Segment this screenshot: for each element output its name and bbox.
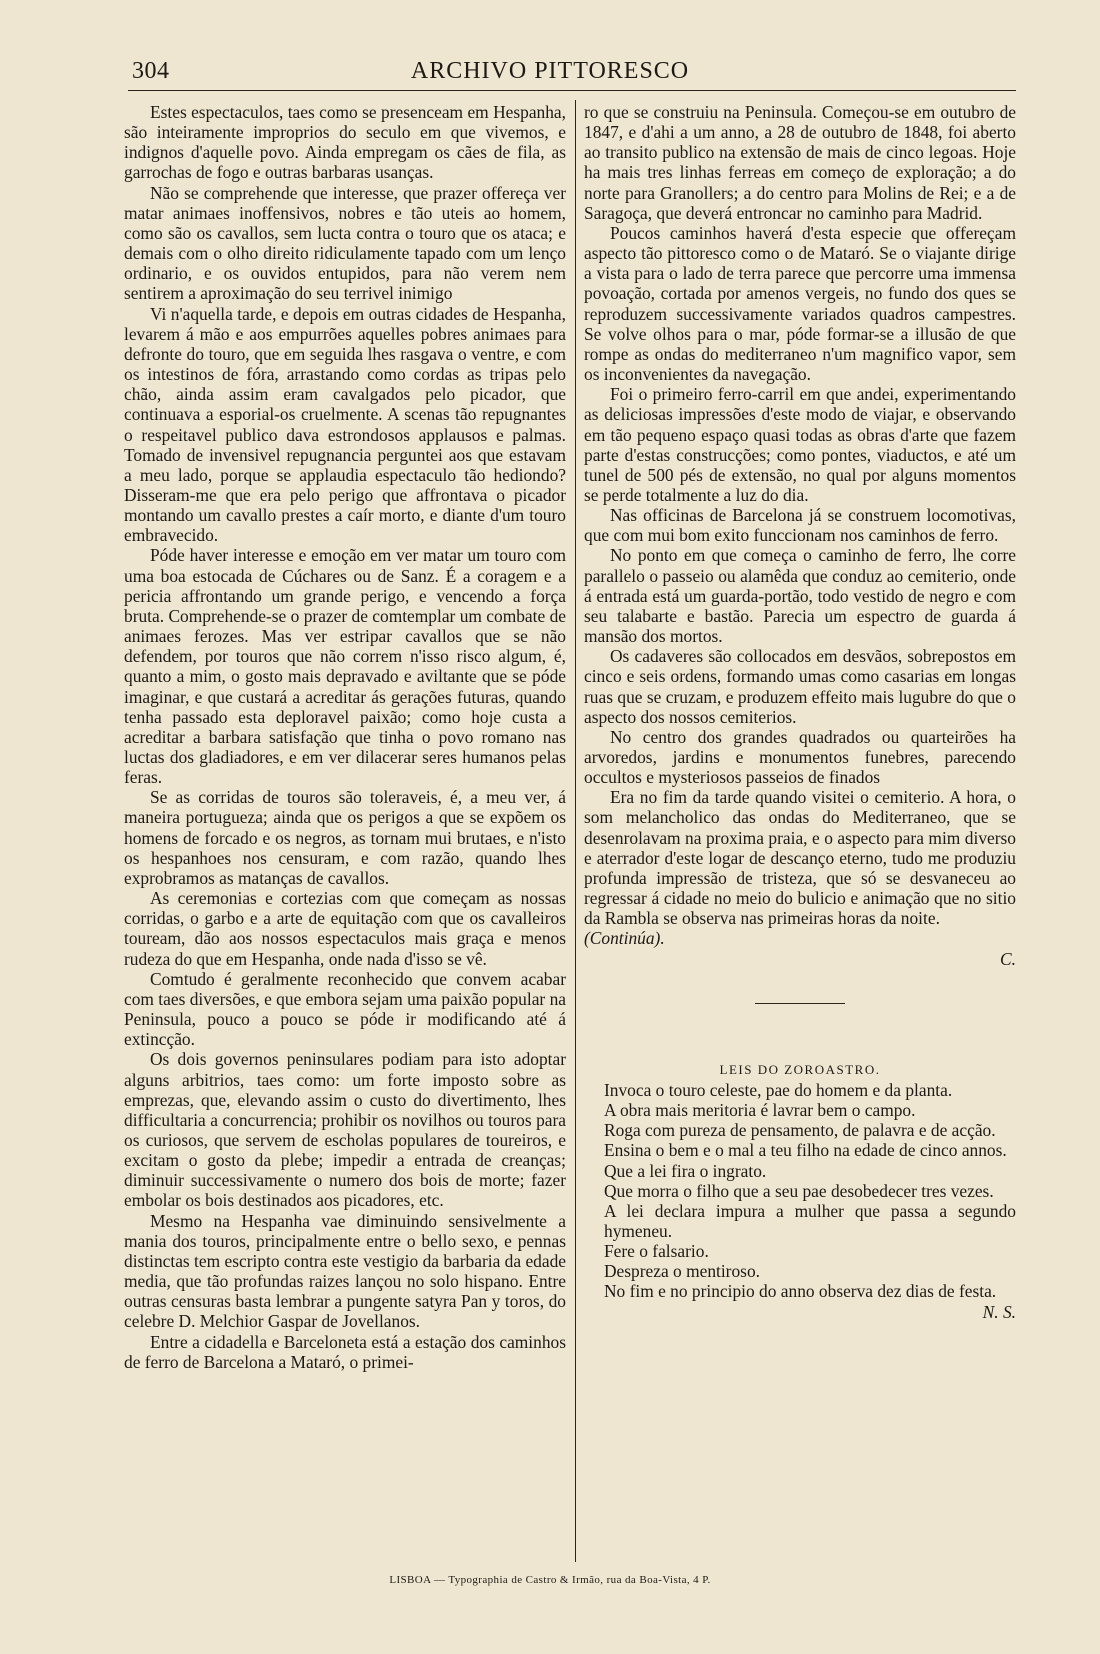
- column-divider: [575, 100, 576, 1562]
- header-rule: [128, 90, 1016, 91]
- page-number: 304: [132, 58, 170, 84]
- law-item: No fim e no principio do anno observa dez dias de festa.: [604, 1281, 997, 1302]
- left-paragraph: Entre a cidadella e Barceloneta está a estação dos caminhos de ferro de Barcelona a Mataró, o primei-: [124, 1331, 566, 1372]
- law-item: A lei declara impura a mulher que passa a segundo hymeneu.: [604, 1200, 1016, 1241]
- running-head: ARCHIVO PITTORESCO: [410, 58, 690, 84]
- left-column: [124, 102, 566, 1372]
- printer-imprint: LISBOA — Typographia de Castro & Irmão, rua da Boa-Vista, 4 P.: [389, 1574, 711, 1586]
- right-column: [584, 102, 1016, 1322]
- law-item: Roga com pureza de pensamento, de palavra e de acção.: [604, 1120, 996, 1141]
- laws-signature: N. S.: [982, 1301, 1016, 1322]
- right-paragraph: No ponto em que começa o caminho de ferro, lhe corre parallelo o passeio ou alamêda que conduz ao cemiterio, onde á entrada está um guarda-portão, todo vestido de negro e com seu talabarte e bastão. Parecia um espectro de guarda á mansão dos mortos.: [584, 545, 1016, 647]
- left-paragraph: Mesmo na Hespanha vae diminuindo sensivelmente a mania dos touros, principalmente entre o bello sexo, e pennas distinctas tem escripto contra este vestigio da barbaria da edade media, que tão profundas raizes lançou no solo hispano. Entre outras censuras basta lembrar a pungente satyra Pan y toros, do celebre D. Melchior Gaspar de Jovellanos.: [124, 1210, 566, 1332]
- right-continuation: ro que se construiu na Peninsula. Começou-se em outubro de 1847, e d'ahi a um anno, a 28 de outubro de 1848, foi aberto ao transito publico na extensão de mais de cinco legoas. Hoje ha mais tres linhas ferreas em começo de exploração; a do norte para Granollers; a do centro para Molins de Rei; e a de Saragoça, que deverá entroncar no caminho para Madrid.: [584, 102, 1016, 223]
- section-title: LEIS DO ZOROASTRO.: [719, 1061, 881, 1077]
- left-paragraph: Não se comprehende que interesse, que prazer offereça ver matar animaes inoffensivos, nobres e tão uteis ao homem, como são os cavallos, sem lucta contra o touro que os ataca; e demais com o olho direito ridiculamente tapado com um lenço ordinario, e os ouvidos entupidos, para não verem nem sentirem a aproximação do seu terrivel inimigo: [124, 182, 566, 304]
- right-paragraph: Nas officinas de Barcelona já se construem locomotivas, que com mui bom exito funccionam nos caminhos de ferro.: [584, 505, 1016, 546]
- right-paragraph: Foi o primeiro ferro-carril em que andei, experimentando as deliciosas impressões d'este modo de viajar, e observando em tão pequeno espaço quasi todas as obras d'arte que fazem parte d'estas construcções; como pontes, viaductos, e até um tunel de 500 pés de extensão, no qual por alguns momentos se perde totalmente a luz do dia.: [584, 384, 1016, 505]
- right-paragraph: Era no fim da tarde quando visitei o cemiterio. A hora, o som melancholico das ondas do Mediterraneo, que se desenrolavam na proxima praia, e o aspecto para mim diverso e aterrador d'este logar de descanço eterno, tudo me produziu profunda impressão de tristeza, que só se desvaneceu ao regressar á cidade no meio do bulicio e animação que no sitio da Rambla se observa nas primeiras horas da noite.: [584, 787, 1016, 929]
- continua-note: (Continúa).: [584, 928, 665, 949]
- right-paragraph: No centro dos grandes quadrados ou quarteirões ha arvoredos, jardins e monumentos funebres, parecendo occultos e mysteriosos passeios de finados: [584, 726, 1016, 788]
- left-paragraph: Os dois governos peninsulares podiam para isto adoptar alguns arbitrios, taes como: um forte imposto sobre as emprezas, que, elevando assim o custo do divertimento, lhes difficultaria a concurrencia; prohibir os novilhos ou touros para os curiosos, que servem de escholas populares de toureiros, e excitam o gosto da plebe; impedir a entrada de creanças; diminuir successivamente o numero dos bois de morte; fazer embolar os bois destinados aos picadores, etc.: [124, 1049, 566, 1211]
- left-paragraph: Vi n'aquella tarde, e depois em outras cidades de Hespanha, levarem á mão e aos empurrões aquelles pobres animaes para defronte do touro, que em seguida lhes rasgava o ventre, e com os intestinos de fóra, arrastando como cordas as tripas pelo chão, ainda assim eram cavalgados pelo picador, que continuava a esporial-os cruelmente. A scenas tão repugnantes o respeitavel publico dava estrondosos applausos e palmas. Tomado de invensivel repugnancia perguntei aos que estavam a meu lado, porque se applaudia espectaculo tão hediondo? Disseram-me que era pelo perigo que affrontava o picador montando um cavallo prestes a caír morto, e diante d'um touro embravecido.: [124, 303, 566, 546]
- laws-list: [584, 1080, 1016, 1302]
- article-signature: C.: [1000, 948, 1016, 969]
- law-item: Que a lei fira o ingrato.: [604, 1160, 767, 1181]
- law-item: Despreza o mentiroso.: [604, 1261, 760, 1282]
- law-item: A obra mais meritoria é lavrar bem o campo.: [604, 1100, 916, 1121]
- law-item: Invoca o touro celeste, pae do homem e da planta.: [604, 1079, 953, 1100]
- left-paragraph: Comtudo é geralmente reconhecido que convem acabar com taes diversões, e que embora sejam uma paixão popular na Peninsula, pouco a pouco se póde ir modificando até á extincção.: [124, 968, 566, 1050]
- law-item: Ensina o bem e o mal a teu filho na edade de cinco annos.: [604, 1140, 1007, 1161]
- left-paragraph: Se as corridas de touros são toleraveis, é, a meu ver, á maneira portugueza; ainda que os perigos a que se expõem os homens de forcado e os negros, as tornam mui brutaes, e n'isto os hespanhoes nos censuram, e com razão, quando lhes exprobramos as matanças de cavallos.: [124, 787, 566, 888]
- left-paragraph: Estes espectaculos, taes como se presenceam em Hespanha, são inteiramente improprios do seculo em que vivemos, e indignos d'aquelle povo. Ainda empregam os cães de fila, as garrochas de fogo e outras barbaras usanças.: [124, 102, 566, 183]
- left-paragraph: As ceremonias e cortezias com que começam as nossas corridas, o garbo e a arte de equitação com que os cavalleiros touream, dão aos nossos espectaculos mais graça e menos rudeza do que em Hespanha, onde nada d'isso se vê.: [124, 888, 566, 969]
- right-paragraph: Os cadaveres são collocados em desvãos, sobrepostos em cinco e seis ordens, formando umas como casarias em longas ruas que se cruzam, e produzem effeito mais lugubre do que o aspecto dos nossos cemiterios.: [584, 646, 1016, 727]
- left-paragraph: Póde haver interesse e emoção em ver matar um touro com uma boa estocada de Cúchares ou de Sanz. É a coragem e a pericia affrontando um grande perigo, e vencendo a força bruta. Comprehende-se o prazer de comtemplar um combate de animaes ferozes. Mas ver estripar cavallos que se não defendem, por touros que não correm n'isso risco algum, é, quanto a mim, o gosto mais depravado e aviltante que se póde imaginar, e que custará a acreditar ás gerações futuras, quando tenha passado esta deploravel paixão; como hoje custa a acreditar a barbara satisfação que tinha o povo romano nas luctas dos gladiadores, e em ver dilacerar seres humanos pelas feras.: [124, 545, 566, 788]
- law-item: Fere o falsario.: [604, 1241, 709, 1262]
- law-item: Que morra o filho que a seu pae desobedecer tres vezes.: [604, 1180, 994, 1201]
- section-divider: [755, 1003, 845, 1004]
- right-paragraph: Poucos caminhos haverá d'esta especie que offereçam aspecto tão pittoresco como o de Mataró. Se o viajante dirige a vista para o lado de terra parece que percorre uma immensa povoação, cortada por amenos vergeis, no fundo dos ques se reproduzem successivamente variados quadros campestres. Se volve olhos para o mar, póde formar-se a illusão de que rompe as ondas do mediterraneo n'um magnifico vapor, sem os inconvenientes da navegação.: [584, 222, 1016, 385]
